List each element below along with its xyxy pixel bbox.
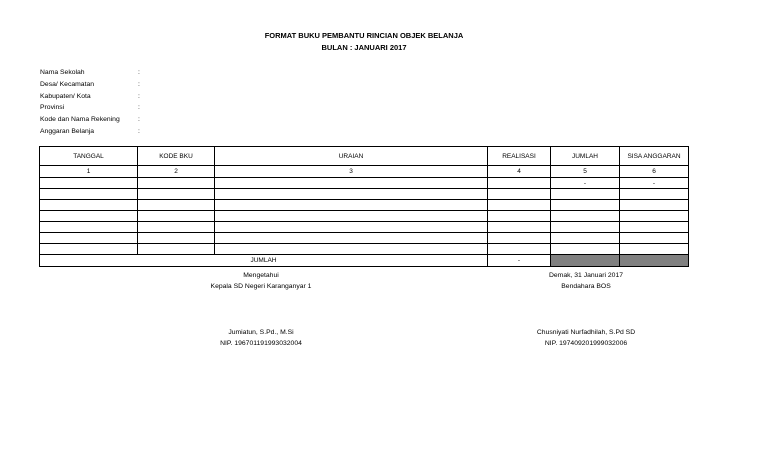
column-number: 6 xyxy=(620,166,689,178)
info-label: Kode dan Nama Rekening xyxy=(40,116,120,124)
table-cell xyxy=(40,233,138,244)
signatory-nip: NIP. 196701191993032004 xyxy=(220,340,302,347)
table-cell xyxy=(40,222,138,233)
header-tanggal: TANGGAL xyxy=(40,147,138,166)
document-title: FORMAT BUKU PEMBANTU RINCIAN OBJEK BELANJA xyxy=(264,31,464,40)
table-cell xyxy=(488,222,551,233)
info-colon: : xyxy=(138,104,140,112)
table-cell xyxy=(138,233,215,244)
header-uraian: URAIAN xyxy=(215,147,488,166)
table-cell xyxy=(40,244,138,255)
signature-caption: Mengetahui xyxy=(243,272,279,279)
info-colon: : xyxy=(138,80,140,88)
column-number: 1 xyxy=(40,166,138,178)
table-cell xyxy=(551,211,620,222)
table-cell xyxy=(620,200,689,211)
signatory-name: Jumiatun, S.Pd., M.Si xyxy=(228,329,294,336)
total-realisasi: - xyxy=(488,255,551,267)
column-number: 5 xyxy=(551,166,620,178)
table-cell xyxy=(551,200,620,211)
table-header-row xyxy=(40,147,689,166)
table-cell xyxy=(551,189,620,200)
table-cell-jumlah: - xyxy=(551,178,620,189)
table-row xyxy=(40,211,689,222)
signature-role: Kepala SD Negeri Karanganyar 1 xyxy=(210,283,312,290)
column-number-row xyxy=(40,166,689,178)
signature-block-right xyxy=(486,272,686,290)
column-number: 3 xyxy=(215,166,488,178)
table-row xyxy=(40,244,689,255)
signatory-name: Chusniyati Nurfadhilah, S.Pd SD xyxy=(536,329,636,336)
header-sisa-anggaran: SISA ANGGARAN xyxy=(620,147,689,166)
table-cell xyxy=(215,244,488,255)
table-cell xyxy=(215,211,488,222)
table-cell-sisa: - xyxy=(620,178,689,189)
table-cell xyxy=(138,178,215,189)
table-cell xyxy=(488,233,551,244)
table-cell xyxy=(620,211,689,222)
info-colon: : xyxy=(138,69,140,76)
info-row-kabupaten-kota xyxy=(40,91,140,103)
info-row-nama-sekolah xyxy=(40,67,140,79)
table-cell xyxy=(138,211,215,222)
table-cell xyxy=(620,244,689,255)
shaded-cell xyxy=(551,255,620,267)
column-number: 2 xyxy=(138,166,215,178)
table-cell xyxy=(40,178,138,189)
info-label: Nama Sekolah xyxy=(40,69,85,76)
info-colon: : xyxy=(138,116,140,124)
ledger-table xyxy=(39,146,689,267)
table-cell xyxy=(215,233,488,244)
total-row xyxy=(40,255,689,267)
table-cell xyxy=(551,222,620,233)
info-label: Provinsi xyxy=(40,104,65,112)
total-label: JUMLAH xyxy=(40,255,488,267)
table-cell xyxy=(138,200,215,211)
signature-block-left xyxy=(161,272,361,290)
table-row xyxy=(40,233,689,244)
table-cell xyxy=(40,200,138,211)
info-colon: : xyxy=(138,92,140,100)
table-cell xyxy=(488,200,551,211)
table-cell xyxy=(488,244,551,255)
info-label: Anggaran Belanja xyxy=(40,127,95,135)
header-kode-bku: KODE BKU xyxy=(138,147,215,166)
info-colon: : xyxy=(138,127,140,135)
table-cell xyxy=(138,222,215,233)
header-jumlah: JUMLAH xyxy=(551,147,620,166)
table-cell xyxy=(215,178,488,189)
table-cell xyxy=(620,233,689,244)
table-cell xyxy=(215,222,488,233)
table-row xyxy=(40,200,689,211)
table-cell xyxy=(551,244,620,255)
table-cell xyxy=(215,200,488,211)
table-cell xyxy=(40,211,138,222)
info-row-provinsi xyxy=(40,102,140,114)
table-cell xyxy=(40,189,138,200)
signature-name-left xyxy=(161,329,361,347)
info-fields xyxy=(40,67,140,138)
table-row xyxy=(40,189,689,200)
signature-name-right xyxy=(486,329,686,347)
document-subtitle: BULAN : JANUARI 2017 xyxy=(321,43,407,52)
table-row xyxy=(40,178,689,189)
table-cell xyxy=(551,233,620,244)
column-number: 4 xyxy=(488,166,551,178)
signatory-nip: NIP. 197409201999032006 xyxy=(544,340,628,347)
table-cell xyxy=(620,189,689,200)
shaded-cell xyxy=(620,255,689,267)
table-row xyxy=(40,222,689,233)
table-cell xyxy=(215,189,488,200)
table-cell xyxy=(138,244,215,255)
table-cell xyxy=(488,178,551,189)
header-realisasi: REALISASI xyxy=(488,147,551,166)
table-cell xyxy=(488,211,551,222)
table-cell xyxy=(138,189,215,200)
info-row-kode-rekening xyxy=(40,114,140,126)
info-label: Desa/ Kecamatan xyxy=(40,80,95,88)
table-cell xyxy=(620,222,689,233)
table-cell xyxy=(488,189,551,200)
signature-date: Demak, 31 Januari 2017 xyxy=(548,272,624,279)
info-label: Kabupaten/ Kota xyxy=(40,92,91,100)
signature-role: Bendahara BOS xyxy=(561,283,611,290)
info-row-anggaran-belanja xyxy=(40,126,140,138)
info-row-desa-kecamatan xyxy=(40,79,140,91)
